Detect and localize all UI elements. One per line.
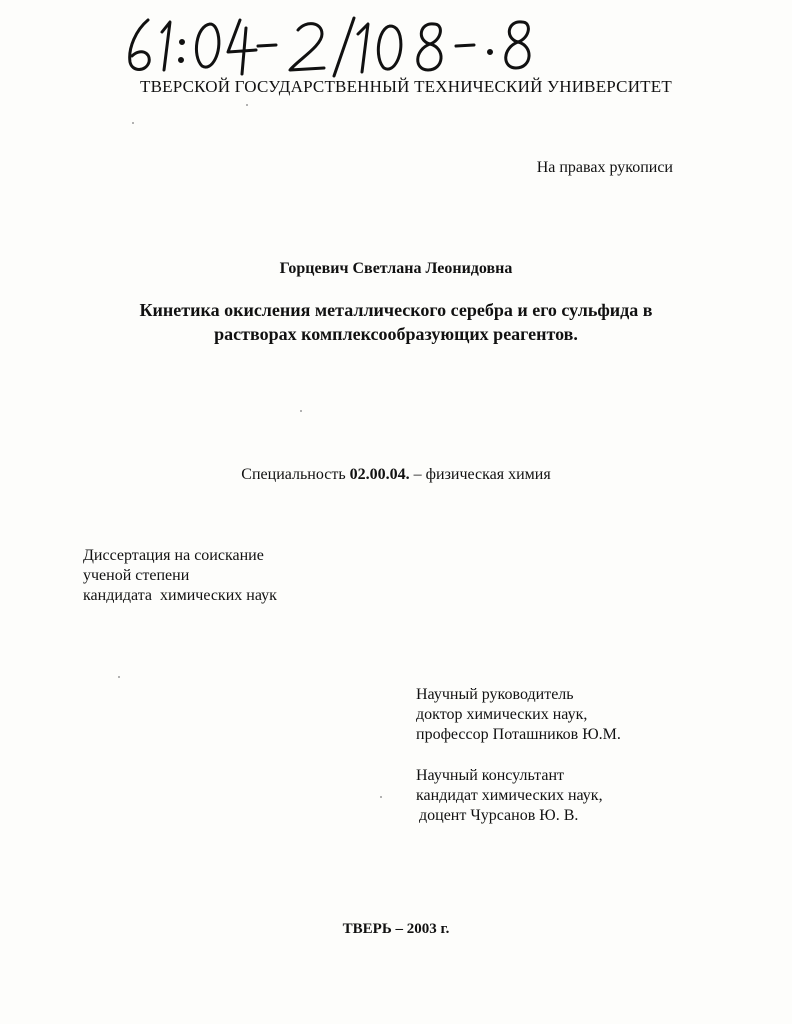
- city-year: ТВЕРЬ – 2003 г.: [342, 921, 450, 937]
- title-line-2: растворах комплексообразующих реагентов.: [214, 324, 578, 344]
- scan-speck: [300, 410, 302, 412]
- dissertation-degree-block: [83, 546, 277, 606]
- scan-speck: [246, 104, 248, 106]
- supervisor-degree: доктор химических наук,: [416, 706, 588, 723]
- consultant-role: Научный консультант: [416, 767, 564, 784]
- consultant-block: [416, 766, 603, 826]
- scan-speck: [118, 676, 120, 678]
- author-name: Горцевич Светлана Леонидовна: [279, 260, 513, 277]
- university-name: ТВЕРСКОЙ ГОСУДАРСТВЕННЫЙ ТЕХНИЧЕСКИЙ УНИВЕРСИТЕТ: [140, 77, 672, 96]
- specialty-code: 02.00.04.: [349, 466, 410, 483]
- consultant-name: доцент Чурсанов Ю. В.: [419, 807, 579, 824]
- supervisor-name: профессор Поташников Ю.М.: [416, 726, 621, 743]
- manuscript-rights-note: На правах рукописи: [536, 159, 673, 176]
- dissertation-title: [0, 298, 792, 346]
- handwritten-number-drawing: [118, 12, 588, 78]
- scan-speck: [380, 796, 382, 798]
- specialty-suffix: – физическая химия: [409, 466, 551, 483]
- dissertation-line-2: ученой степени: [83, 567, 190, 584]
- specialty-prefix: Специальность: [241, 466, 350, 483]
- consultant-degree: кандидат химических наук,: [416, 787, 603, 804]
- dissertation-line-3: кандидата химических наук: [83, 587, 277, 604]
- scan-speck: [132, 122, 134, 124]
- handwritten-archive-number: [118, 12, 588, 78]
- title-line-1: Кинетика окисления металлического серебра и его сульфида в: [139, 300, 653, 320]
- supervisor-block: [416, 685, 621, 745]
- specialty: [0, 466, 792, 484]
- supervisor-role: Научный руководитель: [416, 686, 574, 703]
- dissertation-line-1: Диссертация на соискание: [83, 547, 264, 564]
